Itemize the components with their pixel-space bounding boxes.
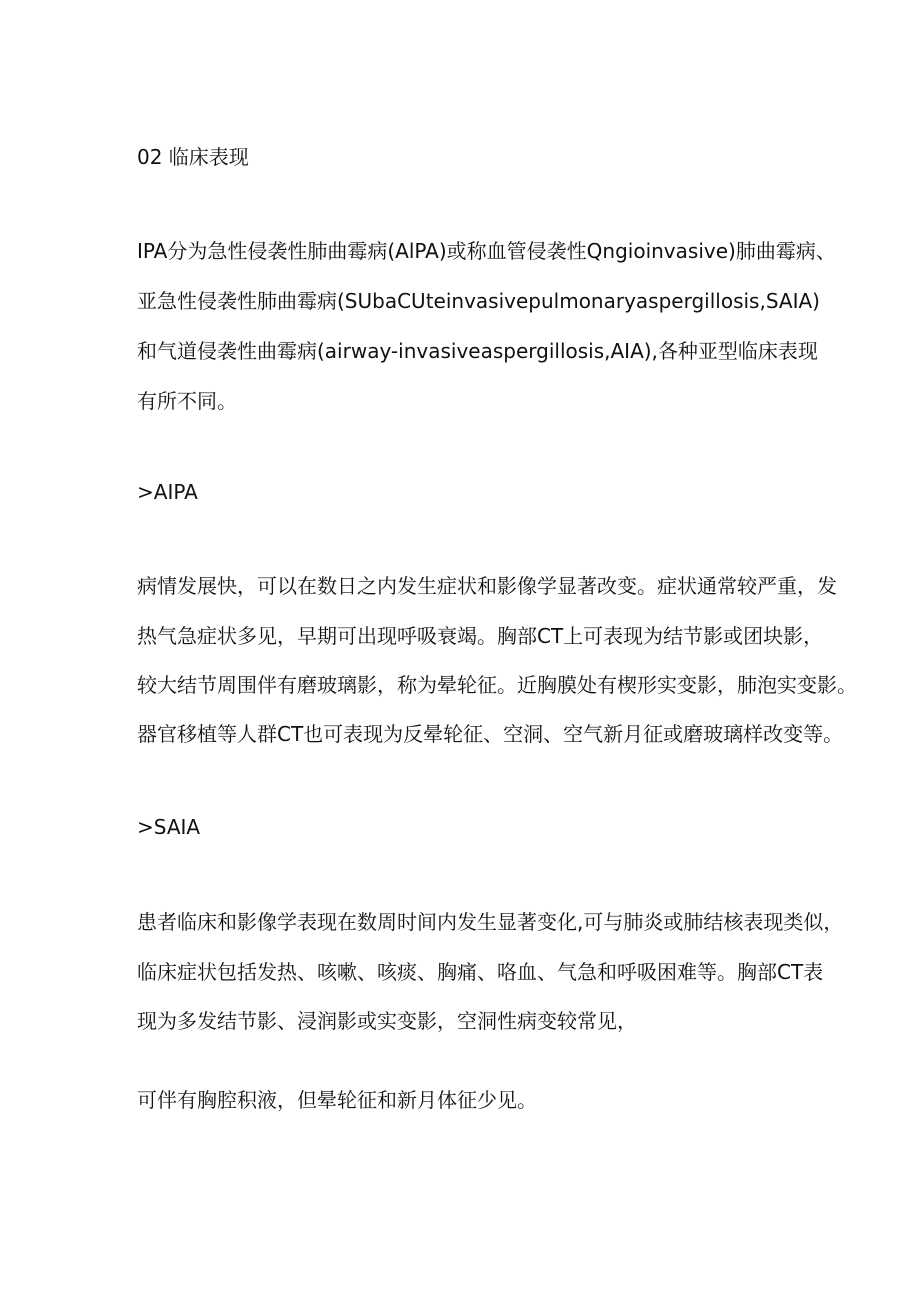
- intro-line-2: 亚急性侵袭性肺曲霉病(SUbaCUteinvasivepulmonaryaspergillosis,SAIA): [137, 289, 820, 313]
- saia-line-2: 临床症状包括发热、咳嗽、咳痰、胸痛、咯血、气急和呼吸困难等。胸部CT表: [137, 960, 824, 984]
- aipa-heading: >AIPA: [137, 480, 198, 504]
- aipa-line-3: 较大结节周围伴有磨玻璃影，称为晕轮征。近胸膜处有楔形实变影，肺泡实变影。: [137, 673, 857, 697]
- aipa-line-1: 病情发展快，可以在数日之内发生症状和影像学显著改变。症状通常较严重，发: [137, 574, 837, 598]
- intro-line-1: IPA分为急性侵袭性肺曲霉病(AlPA)或称血管侵袭性Qngioinvasive)肺曲霉病、: [137, 239, 836, 263]
- saia-line-3: 现为多发结节影、浸润影或实变影，空洞性病变较常见，: [137, 1009, 637, 1033]
- saia-tail-line: 可伴有胸腔积液，但晕轮征和新月体征少见。: [137, 1088, 537, 1112]
- saia-heading: >SAIA: [137, 815, 201, 839]
- intro-line-3: 和气道侵袭性曲霉病(airway-invasiveaspergillosis,AIA),各种亚型临床表现: [137, 339, 818, 363]
- saia-line-1: 患者临床和影像学表现在数周时间内发生显著变化,可与肺炎或肺结核表现类似，: [137, 910, 844, 934]
- section-heading: 02 临床表现: [137, 145, 249, 169]
- intro-line-4: 有所不同。: [137, 389, 237, 413]
- aipa-line-4: 器官移植等人群CT也可表现为反晕轮征、空洞、空气新月征或磨玻璃样改变等。: [137, 722, 844, 746]
- aipa-line-2: 热气急症状多见，早期可出现呼吸衰竭。胸部CT上可表现为结节影或团块影，: [137, 624, 824, 648]
